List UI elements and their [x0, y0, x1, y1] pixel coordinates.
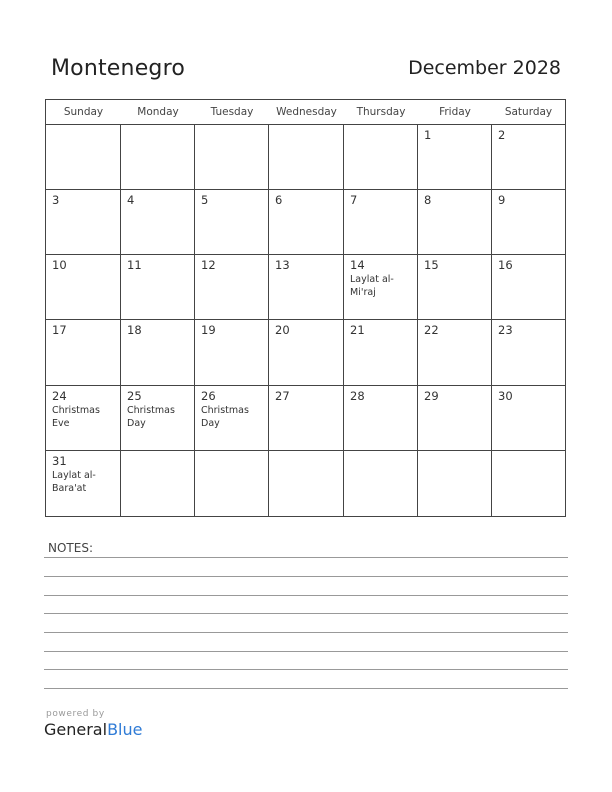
- day-number: 23: [498, 323, 513, 338]
- day-cell[interactable]: [492, 255, 565, 320]
- day-cell[interactable]: [269, 190, 344, 255]
- day-cell[interactable]: [492, 451, 565, 516]
- day-cell[interactable]: [418, 320, 492, 385]
- day-number: 26: [201, 388, 216, 403]
- note-line: [44, 576, 568, 577]
- day-cell[interactable]: [344, 451, 418, 516]
- day-number: 27: [275, 388, 290, 403]
- day-cell[interactable]: [344, 386, 418, 451]
- day-number: 9: [498, 193, 506, 208]
- day-cell[interactable]: [195, 386, 269, 451]
- day-cell[interactable]: [418, 190, 492, 255]
- day-number: 17: [52, 323, 67, 338]
- holiday-label: Christmas Eve: [52, 404, 100, 429]
- weekday-header-row: [46, 100, 565, 125]
- day-number: 11: [127, 258, 142, 273]
- note-line: [44, 688, 568, 689]
- day-number: 21: [350, 323, 365, 338]
- weekday-wednesday: Wednesday: [276, 106, 337, 118]
- weekday-sunday: Sunday: [63, 106, 104, 118]
- holiday-label: Laylat al- Mi'raj: [350, 274, 394, 299]
- day-number: 25: [127, 388, 142, 403]
- day-cell[interactable]: [492, 125, 565, 190]
- day-number: 22: [424, 323, 439, 338]
- notes-label: NOTES:: [48, 541, 93, 555]
- day-number: 31: [52, 453, 67, 468]
- day-cell[interactable]: [344, 320, 418, 385]
- day-number: 14: [350, 258, 365, 273]
- brand-blue: Blue: [107, 720, 143, 739]
- holiday-label: Laylat al- Bara'at: [52, 469, 96, 494]
- note-line: [44, 651, 568, 652]
- note-line: [44, 613, 568, 614]
- country-title: Montenegro: [51, 56, 186, 81]
- day-cell[interactable]: [121, 320, 195, 385]
- day-number: 6: [275, 193, 283, 208]
- day-cell[interactable]: [121, 190, 195, 255]
- day-cell[interactable]: [269, 386, 344, 451]
- day-number: 16: [498, 258, 513, 273]
- day-cell[interactable]: [121, 255, 195, 320]
- day-cell[interactable]: [195, 320, 269, 385]
- day-cell[interactable]: [344, 255, 418, 320]
- day-cell[interactable]: [121, 125, 195, 190]
- day-cell[interactable]: [46, 190, 121, 255]
- day-number: 2: [498, 128, 506, 142]
- weekday-saturday: Saturday: [504, 106, 553, 118]
- day-cell[interactable]: [46, 320, 121, 385]
- day-number: 7: [350, 193, 358, 208]
- day-number: 3: [52, 193, 60, 208]
- weekday-tuesday: Tuesday: [210, 106, 254, 118]
- day-number: 29: [424, 388, 439, 403]
- day-number: 24: [52, 388, 67, 403]
- day-cell[interactable]: [269, 255, 344, 320]
- brand-logo[interactable]: [44, 720, 142, 739]
- day-cell[interactable]: [492, 386, 565, 451]
- day-number: 8: [424, 193, 432, 208]
- note-line: [44, 632, 568, 633]
- day-number: 15: [424, 258, 439, 273]
- holiday-label: Christmas Day: [201, 404, 249, 429]
- day-cell[interactable]: [269, 451, 344, 516]
- day-cell[interactable]: [121, 451, 195, 516]
- day-number: 1: [424, 128, 432, 142]
- day-number: 30: [498, 388, 513, 403]
- weekday-thursday: Thursday: [356, 106, 406, 118]
- day-cell[interactable]: [344, 190, 418, 255]
- holiday-label: Christmas Day: [127, 404, 175, 429]
- day-cell[interactable]: [418, 451, 492, 516]
- day-cell[interactable]: [418, 255, 492, 320]
- day-number: 4: [127, 193, 135, 208]
- day-cell[interactable]: [344, 125, 418, 190]
- day-number: 5: [201, 193, 209, 208]
- note-line: [44, 557, 568, 558]
- day-cell[interactable]: [121, 386, 195, 451]
- day-number: 10: [52, 258, 67, 273]
- calendar-grid: [45, 99, 566, 517]
- day-cell[interactable]: [46, 386, 121, 451]
- day-cell[interactable]: [195, 125, 269, 190]
- brand-general: General: [44, 720, 108, 739]
- weeks-grid: [46, 125, 565, 516]
- note-line: [44, 595, 568, 596]
- day-cell[interactable]: [492, 190, 565, 255]
- weekday-monday: Monday: [137, 106, 179, 118]
- day-cell[interactable]: [418, 386, 492, 451]
- note-line: [44, 669, 568, 670]
- day-cell[interactable]: [269, 125, 344, 190]
- day-cell[interactable]: [195, 190, 269, 255]
- day-cell[interactable]: [269, 320, 344, 385]
- day-cell[interactable]: [46, 125, 121, 190]
- day-cell[interactable]: [418, 125, 492, 190]
- day-cell[interactable]: [195, 451, 269, 516]
- weekday-friday: Friday: [439, 106, 471, 118]
- day-number: 18: [127, 323, 142, 338]
- day-cell[interactable]: [46, 255, 121, 320]
- powered-by-text: powered by: [46, 709, 105, 719]
- day-cell[interactable]: [46, 451, 121, 516]
- day-number: 28: [350, 388, 365, 403]
- day-number: 20: [275, 323, 290, 338]
- day-cell[interactable]: [492, 320, 565, 385]
- day-number: 19: [201, 323, 216, 338]
- day-number: 12: [201, 258, 216, 273]
- month-year-title: December 2028: [408, 57, 561, 79]
- day-cell[interactable]: [195, 255, 269, 320]
- day-number: 13: [275, 258, 290, 273]
